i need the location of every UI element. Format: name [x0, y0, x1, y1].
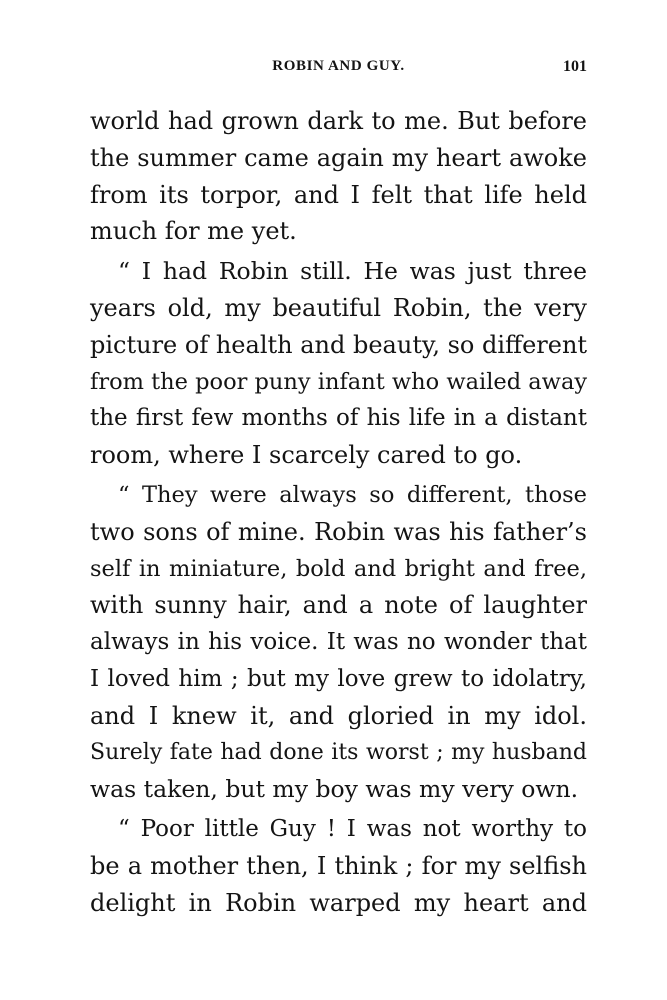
- text-line: I loved him ; but my love grew to idolatry,: [90, 665, 587, 692]
- text-line: be a mother then, I think ; for my selfish: [90, 851, 587, 880]
- text-line: “ Poor little Guy ! I was not worthy to: [118, 816, 587, 843]
- page-number: 101: [563, 58, 587, 75]
- text-line: years old, my beautiful Robin, the very: [90, 293, 587, 322]
- text-line: the summer came again my heart awoke: [90, 143, 587, 172]
- text-line: and I knew it, and gloried in my idol.: [90, 701, 587, 730]
- text-line: Surely fate had done its worst ; my husband: [90, 739, 587, 765]
- text-line: self in miniature, bold and bright and free,: [90, 555, 587, 582]
- text-line: world had grown dark to me. But before: [90, 107, 587, 135]
- text-line: with sunny hair, and a note of laughter: [90, 591, 587, 620]
- text-line: from the poor puny infant who wailed away: [90, 368, 588, 395]
- paragraph: [90, 103, 587, 250]
- text-line: always in his voice. It was no wonder that: [90, 629, 587, 656]
- text-line: two sons of mine. Robin was his father’s: [90, 517, 587, 546]
- running-title: ROBIN AND GUY.: [272, 58, 405, 74]
- text-line: “ They were always so different, those: [118, 481, 587, 508]
- body-text: [90, 103, 587, 922]
- text-line: was taken, but my boy was my very own.: [90, 775, 579, 804]
- text-line: “ I had Robin still. He was just three: [118, 257, 587, 286]
- text-line: from its torpor, and I felt that life held: [90, 180, 587, 209]
- paragraph: [90, 253, 587, 474]
- paragraph: [90, 811, 587, 921]
- text-line: room, where I scarcely cared to go.: [90, 441, 523, 470]
- text-line: the first few months of his life in a distant: [90, 405, 587, 432]
- text-line: picture of health and beauty, so different: [90, 330, 588, 359]
- running-header: [90, 58, 587, 82]
- text-line: much for me yet.: [90, 217, 297, 246]
- text-line: delight in Robin warped my heart and: [90, 888, 587, 917]
- paragraph: [90, 477, 587, 808]
